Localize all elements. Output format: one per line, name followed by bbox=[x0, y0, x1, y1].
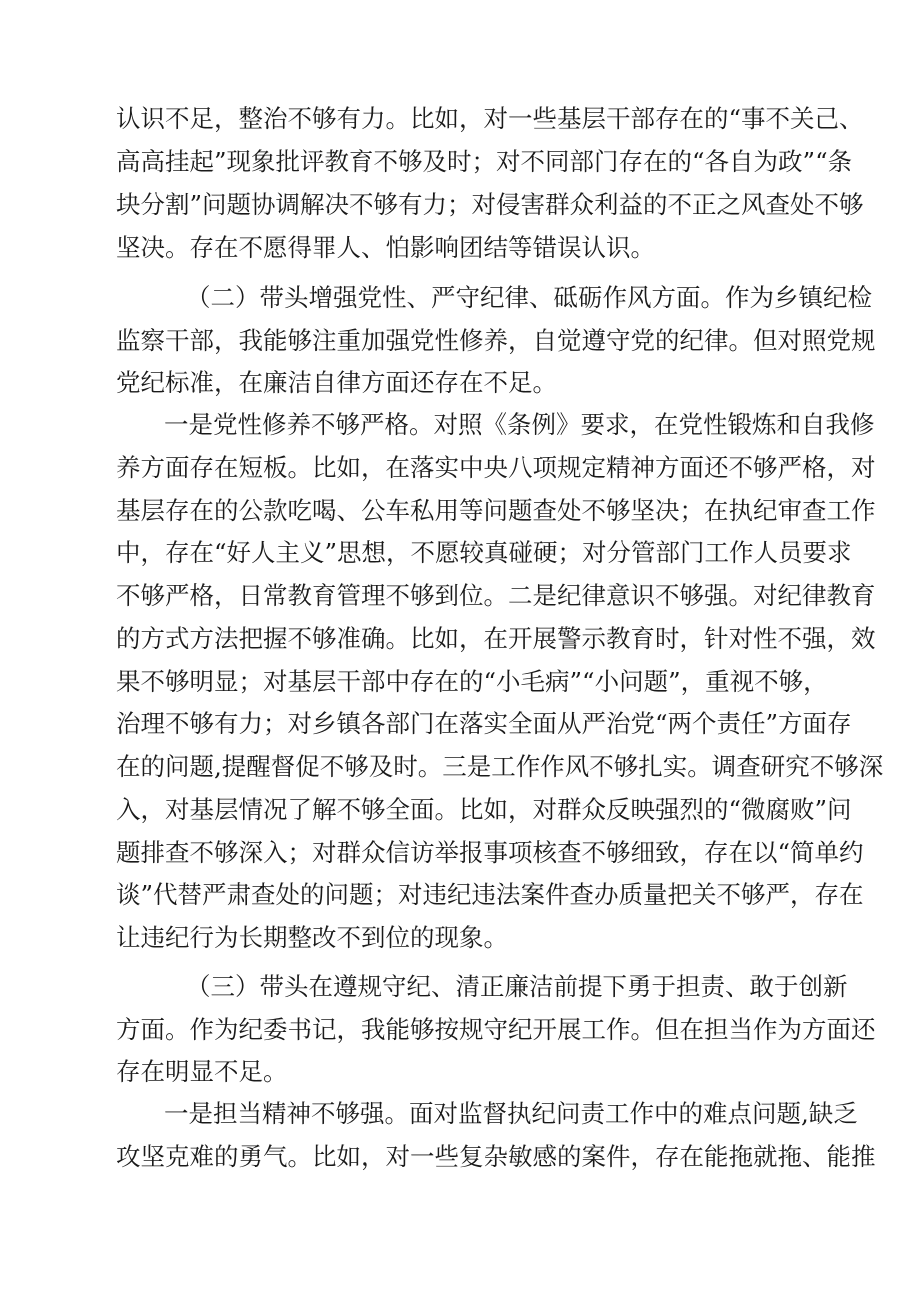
text-line: 养方面存在短板。比如，在落实中央八项规定精神方面还不够严格，对 bbox=[116, 453, 876, 482]
text-line: 入，对基层情况了解不够全面。比如，对群众反映强烈的“微腐败”问 bbox=[116, 795, 852, 824]
text-line: 块分割”问题协调解决不够有力；对侵害群众利益的不正之风查处不够 bbox=[116, 190, 864, 219]
text-line: 的方式方法把握不够准确。比如，在开展警示教育时，针对性不强，效 bbox=[116, 624, 876, 653]
text-line: 认识不足，整治不够有力。比如，对一些基层干部存在的“事不关己、 bbox=[116, 104, 864, 133]
text-line: 存在明显不足。 bbox=[116, 1057, 288, 1086]
text-line: 让违纪行为长期整改不到位的现象。 bbox=[116, 923, 508, 952]
text-line: 题排查不够深入；对群众信访举报事项核查不够细致，存在以“简单约 bbox=[116, 838, 864, 867]
text-line: 党纪标准，在廉洁自律方面还存在不足。 bbox=[116, 368, 557, 397]
text-line: 坚决。存在不愿得罪人、怕影响团结等错误认识。 bbox=[116, 233, 655, 262]
text-line: 方面。作为纪委书记，我能够按规守纪开展工作。但在担当作为方面还 bbox=[116, 1015, 876, 1044]
section-heading-line: （三）带头在遵规守纪、清正廉洁前提下勇于担责、敢于创新 bbox=[186, 972, 848, 1001]
text-line: 果不够明显；对基层干部中存在的“小毛病”“小问题”，重视不够， bbox=[116, 667, 828, 696]
text-line: 中，存在“好人主义”思想，不愿较真碰硬；对分管部门工作人员要求 bbox=[116, 538, 852, 567]
text-line: 监察干部，我能够注重加强党性修养，自觉遵守党的纪律。但对照党规 bbox=[116, 326, 876, 355]
text-line: 攻坚克难的勇气。比如，对一些复杂敏感的案件，存在能拖就拖、能推 bbox=[116, 1142, 876, 1171]
text-line: 高高挂起”现象批评教育不够及时；对不同部门存在的“各自为政”“条 bbox=[116, 147, 853, 176]
text-line: 治理不够有力；对乡镇各部门在落实全面从严治党“两个责任”方面存 bbox=[116, 709, 852, 738]
paragraph-first-line: 一是党性修养不够严格。对照《条例》要求，在党性锻炼和自我修 bbox=[164, 410, 875, 439]
section-heading-line: （二）带头增强党性、严守纪律、砥砺作风方面。作为乡镇纪检 bbox=[186, 283, 872, 312]
text-line: 谈”代替严肃查处的问题；对违纪违法案件查办质量把关不够严，存在 bbox=[116, 880, 864, 909]
text-line: 在的问题,提醒督促不够及时。三是工作作风不够扎实。调查研究不够深 bbox=[116, 752, 884, 781]
text-line: 不够严格，日常教育管理不够到位。二是纪律意识不够强。对纪律教育 bbox=[116, 581, 876, 610]
text-line: 基层存在的公款吃喝、公车私用等问题查处不够坚决；在执纪审查工作 bbox=[116, 496, 876, 525]
paragraph-first-line: 一是担当精神不够强。面对监督执纪问责工作中的难点问题,缺乏 bbox=[164, 1099, 858, 1128]
